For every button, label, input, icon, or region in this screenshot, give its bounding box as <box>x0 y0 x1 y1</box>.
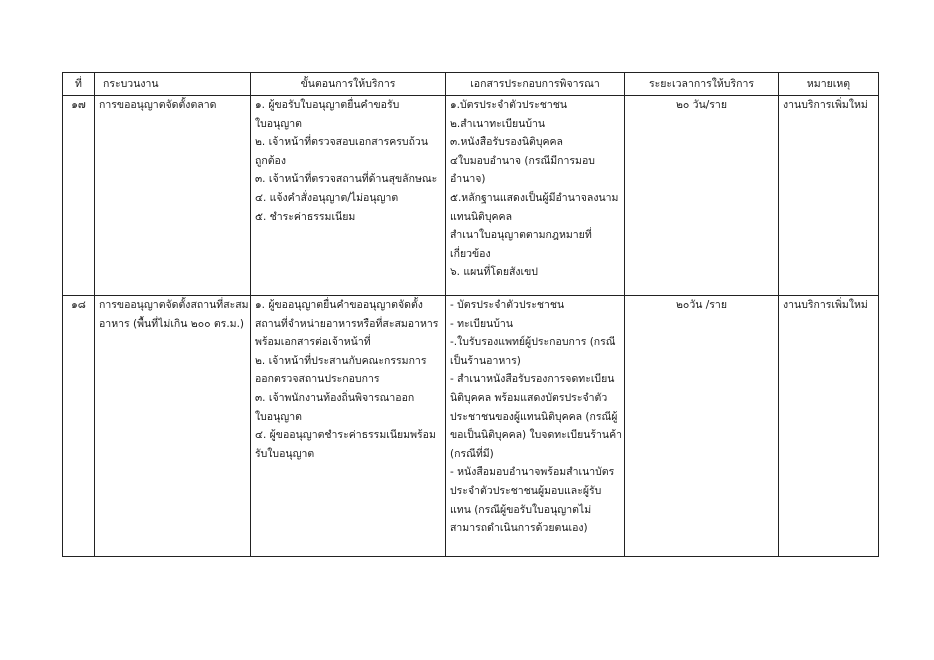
document-line: แทนนิติบุคคล <box>450 210 513 223</box>
table-body <box>63 96 879 557</box>
document-line: ๕.หลักฐานแสดงเป็นผู้มีอำนาจลงนาม <box>450 191 619 204</box>
process-line: การขออนุญาตจัดตั้งสถานที่สะสม <box>99 299 249 311</box>
step-line: ๒. เจ้าหน้าที่ตรวจสอบเอกสารครบถ้วน <box>255 136 428 149</box>
row-number: ๑๗ <box>63 96 95 296</box>
document-line: ๖. แผนที่โดยสังเขป <box>450 266 538 279</box>
process-name <box>95 96 251 296</box>
document-line: แทน (กรณีผู้ขอรับใบอนุญาตไม่ <box>450 503 592 516</box>
required-documents <box>446 296 625 557</box>
document-line: ๑.บัตรประจำตัวประชาชน <box>450 99 568 111</box>
remark: งานบริการเพิ่มใหม่ <box>779 96 879 296</box>
step-line: ๕. ชำระค่าธรรมเนียม <box>255 210 356 223</box>
document-line: - บัตรประจำตัวประชาชน <box>450 299 565 311</box>
header-documents: เอกสารประกอบการพิจารณา <box>446 73 625 96</box>
service-steps <box>251 296 446 557</box>
step-line: ๔. แจ้งคำสั่งอนุญาต/ไม่อนุญาต <box>255 191 399 204</box>
remark: งานบริการเพิ่มใหม่ <box>779 296 879 557</box>
document-line: -.ใบรับรองแพทย์ผู้ประกอบการ (กรณี <box>450 336 616 349</box>
document-line: อำนาจ) <box>450 173 486 186</box>
header-remark: หมายเหตุ <box>779 73 879 96</box>
header-no: ที่ <box>63 73 95 96</box>
document-line: เป็นร้านอาหาร) <box>450 354 521 367</box>
step-line: สถานที่จำหน่ายอาหารหรือที่สะสมอาหาร <box>255 317 439 330</box>
process-name <box>95 296 251 557</box>
step-line: รับใบอนุญาต <box>255 447 315 460</box>
document-line: ๒.สำเนาทะเบียนบ้าน <box>450 117 546 130</box>
document-line: ๓.หนังสือรับรองนิติบุคคล <box>450 136 563 149</box>
document-line: สำเนาใบอนุญาตตามกฎหมายที่ <box>450 229 592 242</box>
step-line: ๒. เจ้าหน้าที่ประสานกับคณะกรรมการ <box>255 354 427 367</box>
service-duration: ๒๐วัน /ราย <box>625 296 779 557</box>
table-header <box>63 73 879 96</box>
step-line: ใบอนุญาต <box>255 117 302 130</box>
step-line: ๑. ผู้ขออนุญาตยื่นคำขออนุญาตจัดตั้ง <box>255 299 423 311</box>
step-line: ๔. ผู้ขออนุญาตชำระค่าธรรมเนียมพร้อม <box>255 429 436 442</box>
row-number: ๑๘ <box>63 296 95 557</box>
table-row <box>63 96 879 296</box>
step-line: ออกตรวจสถานประกอบการ <box>255 373 380 386</box>
document-line: สามารถดำเนินการด้วยตนเอง) <box>450 522 588 535</box>
step-line: ๓. เจ้าหน้าที่ตรวจสถานที่ด้านสุขลักษณะ <box>255 173 438 186</box>
document-line: - สำเนาหนังสือรับรองการจดทะเบียน <box>450 373 615 386</box>
step-line: พร้อมเอกสารต่อเจ้าหน้าที่ <box>255 336 371 349</box>
document-line: ประชาชนของผู้แทนนิติบุคคล (กรณีผู้ <box>450 410 618 423</box>
step-line: ๓. เจ้าพนักงานท้องถิ่นพิจารณาออก <box>255 391 415 404</box>
document-line: - หนังสือมอบอำนาจพร้อมสำเนาบัตร <box>450 466 615 479</box>
service-steps <box>251 96 446 296</box>
required-documents <box>446 96 625 296</box>
header-steps: ขั้นตอนการให้บริการ <box>251 73 446 96</box>
document-line: เกี่ยวข้อง <box>450 247 491 260</box>
step-line: ๑. ผู้ขอรับใบอนุญาตยื่นคำขอรับ <box>255 99 400 111</box>
process-line: การขออนุญาตจัดตั้งตลาด <box>99 99 217 111</box>
service-table <box>62 72 879 557</box>
header-duration: ระยะเวลาการให้บริการ <box>625 73 779 96</box>
table-row <box>63 296 879 557</box>
service-duration: ๒๐ วัน/ราย <box>625 96 779 296</box>
document-line: ประจำตัวประชาชนผู้มอบและผู้รับ <box>450 484 602 497</box>
document-line: - ทะเบียนบ้าน <box>450 317 514 330</box>
process-line: อาหาร (พื้นที่ไม่เกิน ๒๐๐ ตร.ม.) <box>99 317 245 330</box>
step-line: ใบอนุญาต <box>255 410 302 423</box>
document-line: (กรณีที่มี) <box>450 447 494 460</box>
step-line: ถูกต้อง <box>255 154 286 167</box>
header-process: กระบวนงาน <box>95 73 251 96</box>
document-line: ๔ใบมอบอำนาจ (กรณีมีการมอบ <box>450 154 595 167</box>
document-line: ขอเป็นนิติบุคคล) ใบจดทะเบียนร้านค้า <box>450 429 623 442</box>
document-line: นิติบุคคล พร้อมแสดงบัตรประจำตัว <box>450 391 608 404</box>
